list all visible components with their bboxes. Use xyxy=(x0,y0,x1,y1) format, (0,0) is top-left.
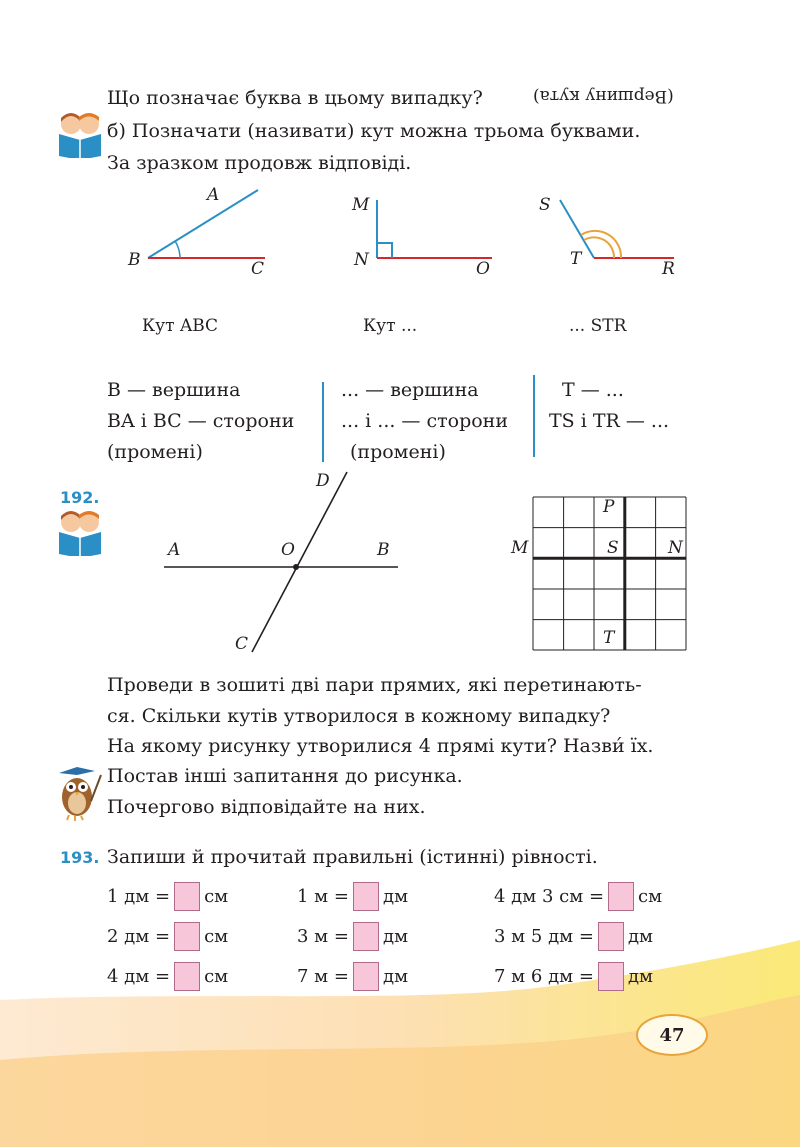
instruction-line: За зразком продовж відповіді. xyxy=(107,152,412,174)
table-cell: TS і TR — ... xyxy=(549,410,670,432)
angle-mno-figure xyxy=(368,195,498,265)
table-cell: ... і ... — сторони xyxy=(341,410,508,432)
column-divider xyxy=(533,375,535,457)
answer-box[interactable] xyxy=(608,882,634,911)
label-R: R xyxy=(662,259,675,279)
task-text: Почергово відповідайте на них. xyxy=(107,796,426,818)
answer-box[interactable] xyxy=(353,962,379,991)
angle-caption: Кут ... xyxy=(363,316,418,336)
reading-kids-icon xyxy=(55,110,105,158)
label-N: N xyxy=(354,250,369,270)
equation: 4 дм = см xyxy=(107,962,228,991)
table-cell: ... — вершина xyxy=(341,379,479,401)
equation: 1 м = дм xyxy=(297,882,408,911)
equation: 4 дм 3 см = см xyxy=(494,882,662,911)
answer-box[interactable] xyxy=(174,962,200,991)
question-text: Що позначає буква в цьому випадку? xyxy=(107,87,483,109)
label-C: C xyxy=(235,634,249,654)
answer-box[interactable] xyxy=(353,882,379,911)
label-M: M xyxy=(352,195,370,215)
intersecting-lines-figure xyxy=(160,470,410,660)
table-cell: (промені) xyxy=(350,441,446,463)
page-number: 47 xyxy=(636,1014,708,1056)
task-text: Постав інші запитання до рисунка. xyxy=(107,765,463,787)
column-divider xyxy=(322,382,324,462)
task-title: Запиши й прочитай правильні (істинні) рівності. xyxy=(107,846,598,868)
label-T: T xyxy=(603,628,615,648)
task-text: ся. Скільки кутів утворилося в кожному випадку? xyxy=(107,705,611,727)
angle-caption: ... STR xyxy=(569,316,627,336)
label-T: T xyxy=(570,249,582,269)
label-A: A xyxy=(207,185,220,205)
label-B: B xyxy=(128,250,141,270)
owl-teacher-icon xyxy=(55,765,105,823)
answer-box[interactable] xyxy=(174,922,200,951)
label-A: A xyxy=(168,540,181,560)
answer-box[interactable] xyxy=(174,882,200,911)
answer-upside-down: (Вершину кута) xyxy=(533,86,674,106)
label-D: D xyxy=(316,471,330,491)
label-S: S xyxy=(607,538,619,558)
equation: 3 м 5 дм = дм xyxy=(494,922,653,951)
reading-kids-icon xyxy=(55,508,105,556)
table-cell: T — ... xyxy=(562,379,624,401)
table-cell: B — вершина xyxy=(107,379,241,401)
table-cell: (промені) xyxy=(107,441,203,463)
instruction-line: б) Позначати (називати) кут можна трьома буквами. xyxy=(107,120,641,142)
table-cell: BA і BC — сторони xyxy=(107,410,295,432)
equation: 1 дм = см xyxy=(107,882,228,911)
equation: 3 м = дм xyxy=(297,922,408,951)
label-P: P xyxy=(603,497,615,517)
label-N: N xyxy=(668,538,683,558)
answer-box[interactable] xyxy=(353,922,379,951)
task-text: На якому рисунку утворилися 4 прямі кути? Назви́ їх. xyxy=(107,735,654,757)
equation: 7 м = дм xyxy=(297,962,408,991)
equation: 7 м 6 дм = дм xyxy=(494,962,653,991)
task-number: 193. xyxy=(60,848,100,867)
label-B: B xyxy=(377,540,390,560)
answer-box[interactable] xyxy=(598,922,624,951)
answer-box[interactable] xyxy=(598,962,624,991)
label-C: C xyxy=(251,259,265,279)
label-O: O xyxy=(476,259,490,279)
label-O: O xyxy=(281,540,295,560)
task-text: Проведи в зошиті дві пари прямих, які перетинають- xyxy=(107,674,642,696)
task-number: 192. xyxy=(60,488,100,507)
label-S: S xyxy=(539,195,551,215)
angle-caption: Кут ABC xyxy=(142,316,219,336)
label-M: M xyxy=(511,538,529,558)
equation: 2 дм = см xyxy=(107,922,228,951)
